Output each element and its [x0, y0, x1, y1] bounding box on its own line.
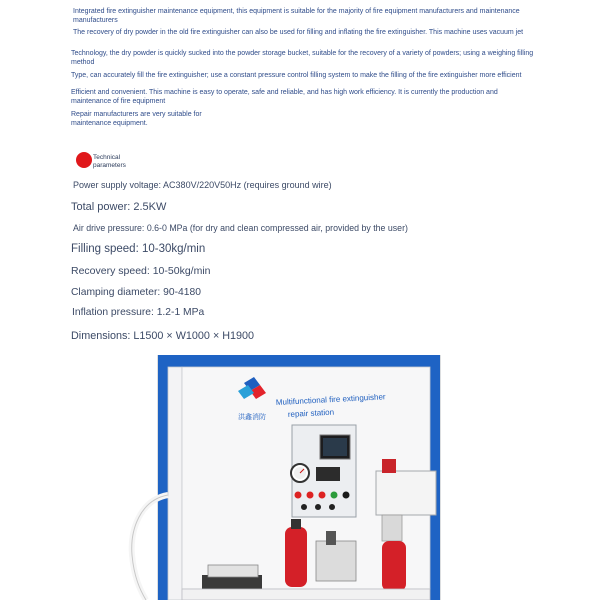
spec-total-power: Total power: 2.5KW	[71, 201, 167, 213]
red-button-icon	[295, 492, 302, 499]
spec-clamping-diameter: Clamping diameter: 90-4180	[71, 287, 201, 298]
clamping-station	[316, 541, 356, 581]
intro-line-4: Type, can accurately fill the fire extinguisher; use a constant pressure control filling system to make the filling of the fire extinguisher more efficient	[71, 72, 522, 79]
hopper-cap	[382, 459, 396, 473]
spec-power-supply: Power supply voltage: AC380V/220V50Hz (requires ground wire)	[73, 180, 332, 190]
specs-title: Technical parameters	[93, 154, 126, 169]
spec-dimensions: Dimensions: L1500 × W1000 × H1900	[71, 330, 255, 342]
intro-line-2: The recovery of dry powder in the old fire extinguisher can also be used for filling and inflating the fire extinguisher. This machine uses vacuum jet	[73, 29, 524, 36]
spec-inflation-pressure: Inflation pressure: 1.2-1 MPa	[72, 307, 205, 318]
spec-recovery-speed: Recovery speed: 10-50kg/min	[71, 265, 211, 277]
intro-line-6: Repair manufacturers are very suitable for maintenance equipment.	[71, 111, 202, 127]
panel-title-1: Multifunctional fire extinguisher	[275, 392, 386, 407]
digital-readout	[316, 467, 340, 481]
extinguisher-left	[285, 527, 307, 587]
machine-photo	[120, 355, 480, 600]
intro-line-3: Technology, the dry powder is quickly sucked into the powder storage bucket, suitable for the recovery of a variety of powders; using a weighing filling method	[71, 50, 534, 66]
left-blue-post	[158, 355, 168, 600]
green-button-icon	[331, 492, 338, 499]
spec-filling-speed: Filling speed: 10-30kg/min	[71, 243, 206, 255]
intro-line-5: Efficient and convenient. This machine is easy to operate, safe and reliable, and has high work efficiency. It is currently the production and maintenance of fire equipment	[71, 89, 498, 105]
machine-illustration	[120, 355, 480, 600]
logo-text: 洪鑫消防	[238, 413, 266, 421]
panel-title-2: repair station	[287, 407, 335, 419]
red-dot-icon	[76, 152, 92, 168]
powder-hopper	[376, 471, 436, 515]
intro-line-1: Integrated fire extinguisher maintenance equipment, this equipment is suitable for the majority of fire equipment manufacturers and maintenance manufacturers	[73, 8, 520, 24]
extinguisher-right	[382, 541, 406, 591]
top-blue-trim	[158, 355, 440, 367]
spec-air-pressure: Air drive pressure: 0.6-0 MPa (for dry and clean compressed air, provided by the user)	[73, 223, 408, 233]
